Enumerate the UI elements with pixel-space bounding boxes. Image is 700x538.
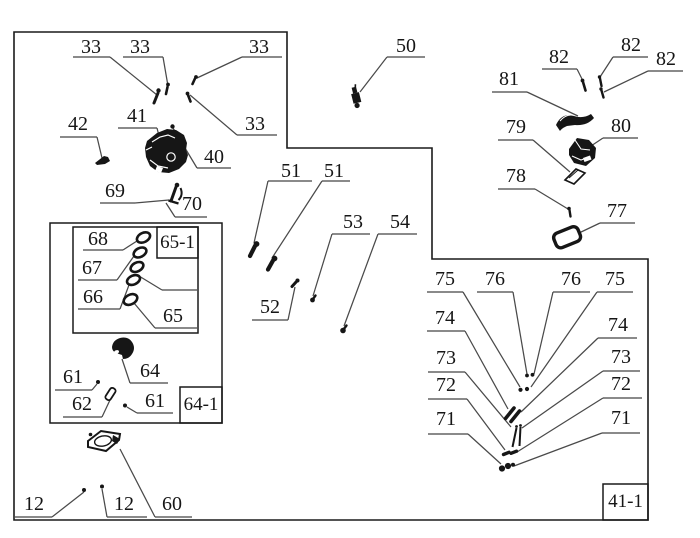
callout-76-1: 76	[485, 268, 505, 290]
callout-80: 80	[611, 115, 631, 137]
part-65-68-orings	[122, 230, 152, 307]
part-40-pin	[170, 124, 174, 128]
part-74-rollers	[506, 408, 520, 422]
callout-61-2: 61	[145, 390, 165, 412]
callout-66: 66	[83, 286, 103, 308]
part-41-carburetor	[145, 129, 188, 173]
callout-68: 68	[88, 228, 108, 250]
part-79-plate	[565, 169, 585, 184]
callout-74-2: 74	[608, 314, 628, 336]
callout-33-4: 33	[245, 113, 265, 135]
callout-65: 65	[163, 305, 183, 327]
part-53-screw	[310, 296, 315, 303]
callout-72-1: 72	[436, 374, 456, 396]
inset-label-65-1: 65-1	[160, 231, 195, 253]
part-77-gasket	[552, 225, 582, 249]
callout-81: 81	[499, 68, 519, 90]
callout-75-2: 75	[605, 268, 625, 290]
callout-12-1: 12	[24, 493, 44, 515]
part-71-dampers	[499, 463, 515, 472]
callout-53: 53	[343, 211, 363, 233]
callout-82-3: 82	[656, 48, 676, 70]
part-12-pins	[82, 485, 104, 493]
part-78-screw	[567, 207, 571, 217]
part-80-module	[569, 138, 596, 166]
callout-82-1: 82	[549, 46, 569, 68]
callout-82-2: 82	[621, 34, 641, 56]
callout-76-2: 76	[561, 268, 581, 290]
callout-52: 52	[260, 296, 280, 318]
callout-33-1: 33	[81, 36, 101, 58]
callout-70: 70	[182, 193, 202, 215]
callout-79: 79	[506, 116, 526, 138]
part-60-gasket	[88, 431, 120, 451]
part-33-screws	[154, 75, 198, 103]
figure-border	[14, 32, 648, 520]
part-62-sleeve	[104, 387, 116, 401]
part-64-cap	[112, 338, 134, 360]
part-81-lever	[556, 114, 594, 131]
part-82-screws	[581, 75, 604, 97]
callout-61-1: 61	[63, 366, 83, 388]
callout-71-2: 71	[611, 407, 631, 429]
callout-71-1: 71	[436, 408, 456, 430]
callout-33-2: 33	[130, 36, 150, 58]
callout-40: 40	[204, 146, 224, 168]
part-54-screw	[340, 326, 346, 334]
callout-54: 54	[390, 211, 410, 233]
callout-42: 42	[68, 113, 88, 135]
callout-41: 41	[127, 105, 147, 127]
callout-62: 62	[72, 393, 92, 415]
callout-77: 77	[607, 200, 627, 222]
callout-67: 67	[82, 257, 102, 279]
callout-72-2: 72	[611, 373, 631, 395]
callout-64: 64	[140, 360, 160, 382]
callout-69: 69	[105, 180, 125, 202]
callout-12-2: 12	[114, 493, 134, 515]
callout-75-1: 75	[435, 268, 455, 290]
callout-78: 78	[506, 165, 526, 187]
part-50-spark-plug	[349, 84, 362, 109]
callout-60: 60	[162, 493, 182, 515]
callout-33-3: 33	[249, 36, 269, 58]
part-42-bracket	[95, 156, 110, 165]
part-72-bushings	[504, 451, 517, 454]
callout-51-1: 51	[281, 160, 301, 182]
part-73-pins	[513, 424, 522, 447]
callout-73-2: 73	[611, 346, 631, 368]
part-52-screw	[292, 279, 300, 287]
part-75-pins	[518, 387, 529, 392]
callout-51-2: 51	[324, 160, 344, 182]
callout-underlines	[15, 57, 683, 517]
inset-label-64-1: 64-1	[183, 394, 219, 415]
inset-label-41-1: 41-1	[608, 491, 643, 512]
part-69-70-screw-clip	[169, 183, 182, 204]
callout-74-1: 74	[435, 307, 455, 329]
callout-50: 50	[396, 35, 416, 57]
callout-73-1: 73	[436, 347, 456, 369]
